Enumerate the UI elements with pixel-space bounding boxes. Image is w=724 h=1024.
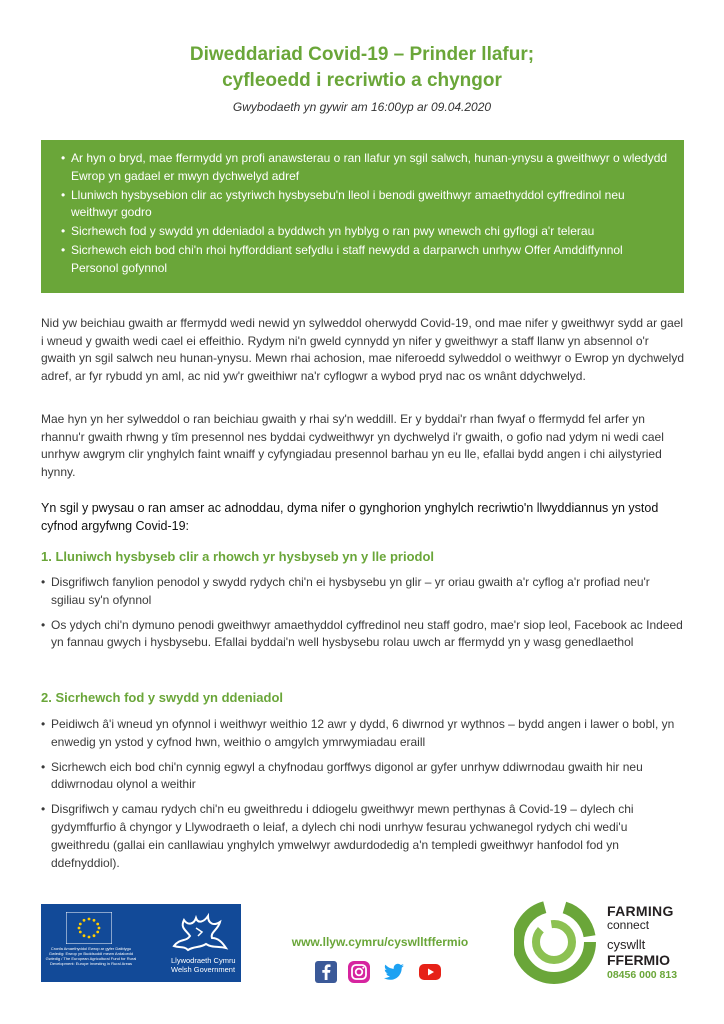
lead-paragraph: Yn sgil y pwysau o ran amser ac adnoddau, dyma nifer o gynghorion ynghylch recriwtio'n llwyddiannus yn ystod cyfnod argyfwng Covid-19:: [41, 501, 659, 533]
body-paragraph-2: Mae hyn yn her sylweddol o ran beichiau gwaith y rhai sy'n weddill. Er y byddai'r rhan fwyaf o ffermydd fel arfer yn rhannu'r gwaith rhwng y tîm presennol nes byddai cydweithwyr yn dychwelyd i'r gwaith, o gofio nad ydym ni wedi cael unrhyw awgrym clir ynghylch faint wnaiff y cyfyngiadau presennol barhau yn eu lle, efallai bydd angen i chi ailystyried hynny.: [41, 412, 664, 480]
section-heading-2: 2. Sicrhewch fod y swydd yn ddeniadol: [41, 690, 283, 705]
list-item: • Os ydych chi'n dymuno penodi gweithwyr amaethyddol cyffredinol neu staff godro, mae'r siop leol, Facebook ac Indeed yn fannau gwych i hysbysebu. Efallai byddai'n well hysbysebu rolau uwch ar ffermydd yn y wasg genedlaethol: [41, 617, 684, 653]
page-title: [0, 42, 724, 94]
instagram-icon[interactable]: [347, 960, 371, 984]
summary-box: [41, 140, 684, 293]
youtube-icon[interactable]: [418, 960, 442, 984]
summary-item: • Ar hyn o bryd, mae ffermydd yn profi anawsterau o ran llafur yn sgil salwch, hunan-ynysu a gweithwyr o wledydd Ewrop yn gadael er mwyn dychwelyd adref: [61, 150, 668, 185]
subtitle: Gwybodaeth yn gywir am 16:00yp ar 09.04.2020: [232, 100, 492, 114]
section-heading-1: 1. Lluniwch hysbyseb clir a rhowch yr hysbyseb yn y lle priodol: [41, 549, 435, 564]
section-1-list: [41, 574, 684, 652]
title-line-2: cyfleoedd i recriwtio a chyngor: [222, 70, 502, 91]
facebook-icon[interactable]: [314, 960, 338, 984]
eu-fund-text: Cronfa Amaethyddol Ewrop ar gyfer Datblygu Gwledig: Ewrop yn Buddsoddi mewn Ardaloedd Gwledig / The European Agricultural Fund for Rural Development: Europe Investing in Rural Areas: [45, 946, 137, 966]
welsh-government-text: Llywodraeth Cymru Welsh Government: [171, 956, 236, 974]
section-2-list: [41, 716, 684, 872]
list-item: • Disgrifiwch y camau rydych chi'n eu gweithredu i ddiogelu gweithwyr mewn perthynas â Covid-19 – dylech chi gydymffurfio â chyngor y Llywodraeth o leiaf, a dylech chi nodi unrhyw fesurau ychwanegol rydych chi wedi'u gweithredu (gallai ein canllawiau ynghylch ymwelwyr awdurdodedig a'n templedi gweithwyr hanfodol fod yn ddefnyddiol).: [41, 801, 684, 872]
summary-item: • Sicrhewch eich bod chi'n rhoi hyfforddiant sefydlu i staff newydd a darparwch unrhyw Offer Amddiffynnol Personol gofynnol: [61, 242, 668, 277]
summary-item: • Sicrhewch fod y swydd yn ddeniadol a byddwch yn hyblyg o ran pwy wnewch chi gyflogi a'r telerau: [61, 223, 668, 241]
title-line-1: Diweddariad Covid-19 – Prinder llafur;: [189, 44, 535, 65]
welsh-dragon-icon: [166, 908, 232, 954]
twitter-icon[interactable]: [382, 960, 406, 984]
list-item: • Sicrhewch eich bod chi'n cynnig egwyl a chyfnodau gorffwys digonol ar gyfer unrhyw ddiwrnodau gwaith hir neu ddiwrnodau olynol a weithir: [41, 759, 684, 795]
list-item: • Disgrifiwch fanylion penodol y swydd rydych chi'n ei hysbysebu yn glir – yr oriau gwaith a'r cyflog a'r profiad neu'r sgiliau sy'n ofynnol: [41, 574, 684, 610]
body-paragraph-1: Nid yw beichiau gwaith ar ffermydd wedi newid yn sylweddol oherwydd Covid-19, ond mae nifer y gweithwyr sydd ar gael i wneud y gwaith wedi cael ei effeithio. Rydym ni'n gweld cynnydd yn nifer y gweithwyr a staff llanw yn absennol o'r gwaith yn sgil salwch neu hunan-ynysu. Mewn rhai achosion, mae niferoedd sylweddol o weithwyr o Ewrop yn dychwelyd adref, ar fyr rybudd yn aml, ac nid yw'r gweithiwr na'r cyflogwr a wybod pryd nac os wnânt ddychwelyd.: [41, 316, 684, 384]
farming-connect-text: FARMING connect cyswllt FFERMIO 08456 000 813: [607, 903, 678, 981]
summary-item: • Lluniwch hysbysebion clir ac ystyriwch hysbysebu'n lleol i benodi gweithwyr amaethyddol cyffredinol neu weithwyr godro: [61, 187, 668, 222]
website-link[interactable]: www.llyw.cymru/cyswlltffermio: [291, 935, 469, 949]
list-item: • Peidiwch â'i wneud yn ofynnol i weithwyr weithio 12 awr y dydd, 6 diwrnod yr wythnos – bydd angen i lawer o bobl, yn enwedig yn ystod y cyfnod hwn, weithio o amgylch ymrwymiadau eraill: [41, 716, 684, 752]
eu-flag-icon: [66, 912, 112, 944]
funding-logos: [41, 904, 241, 982]
